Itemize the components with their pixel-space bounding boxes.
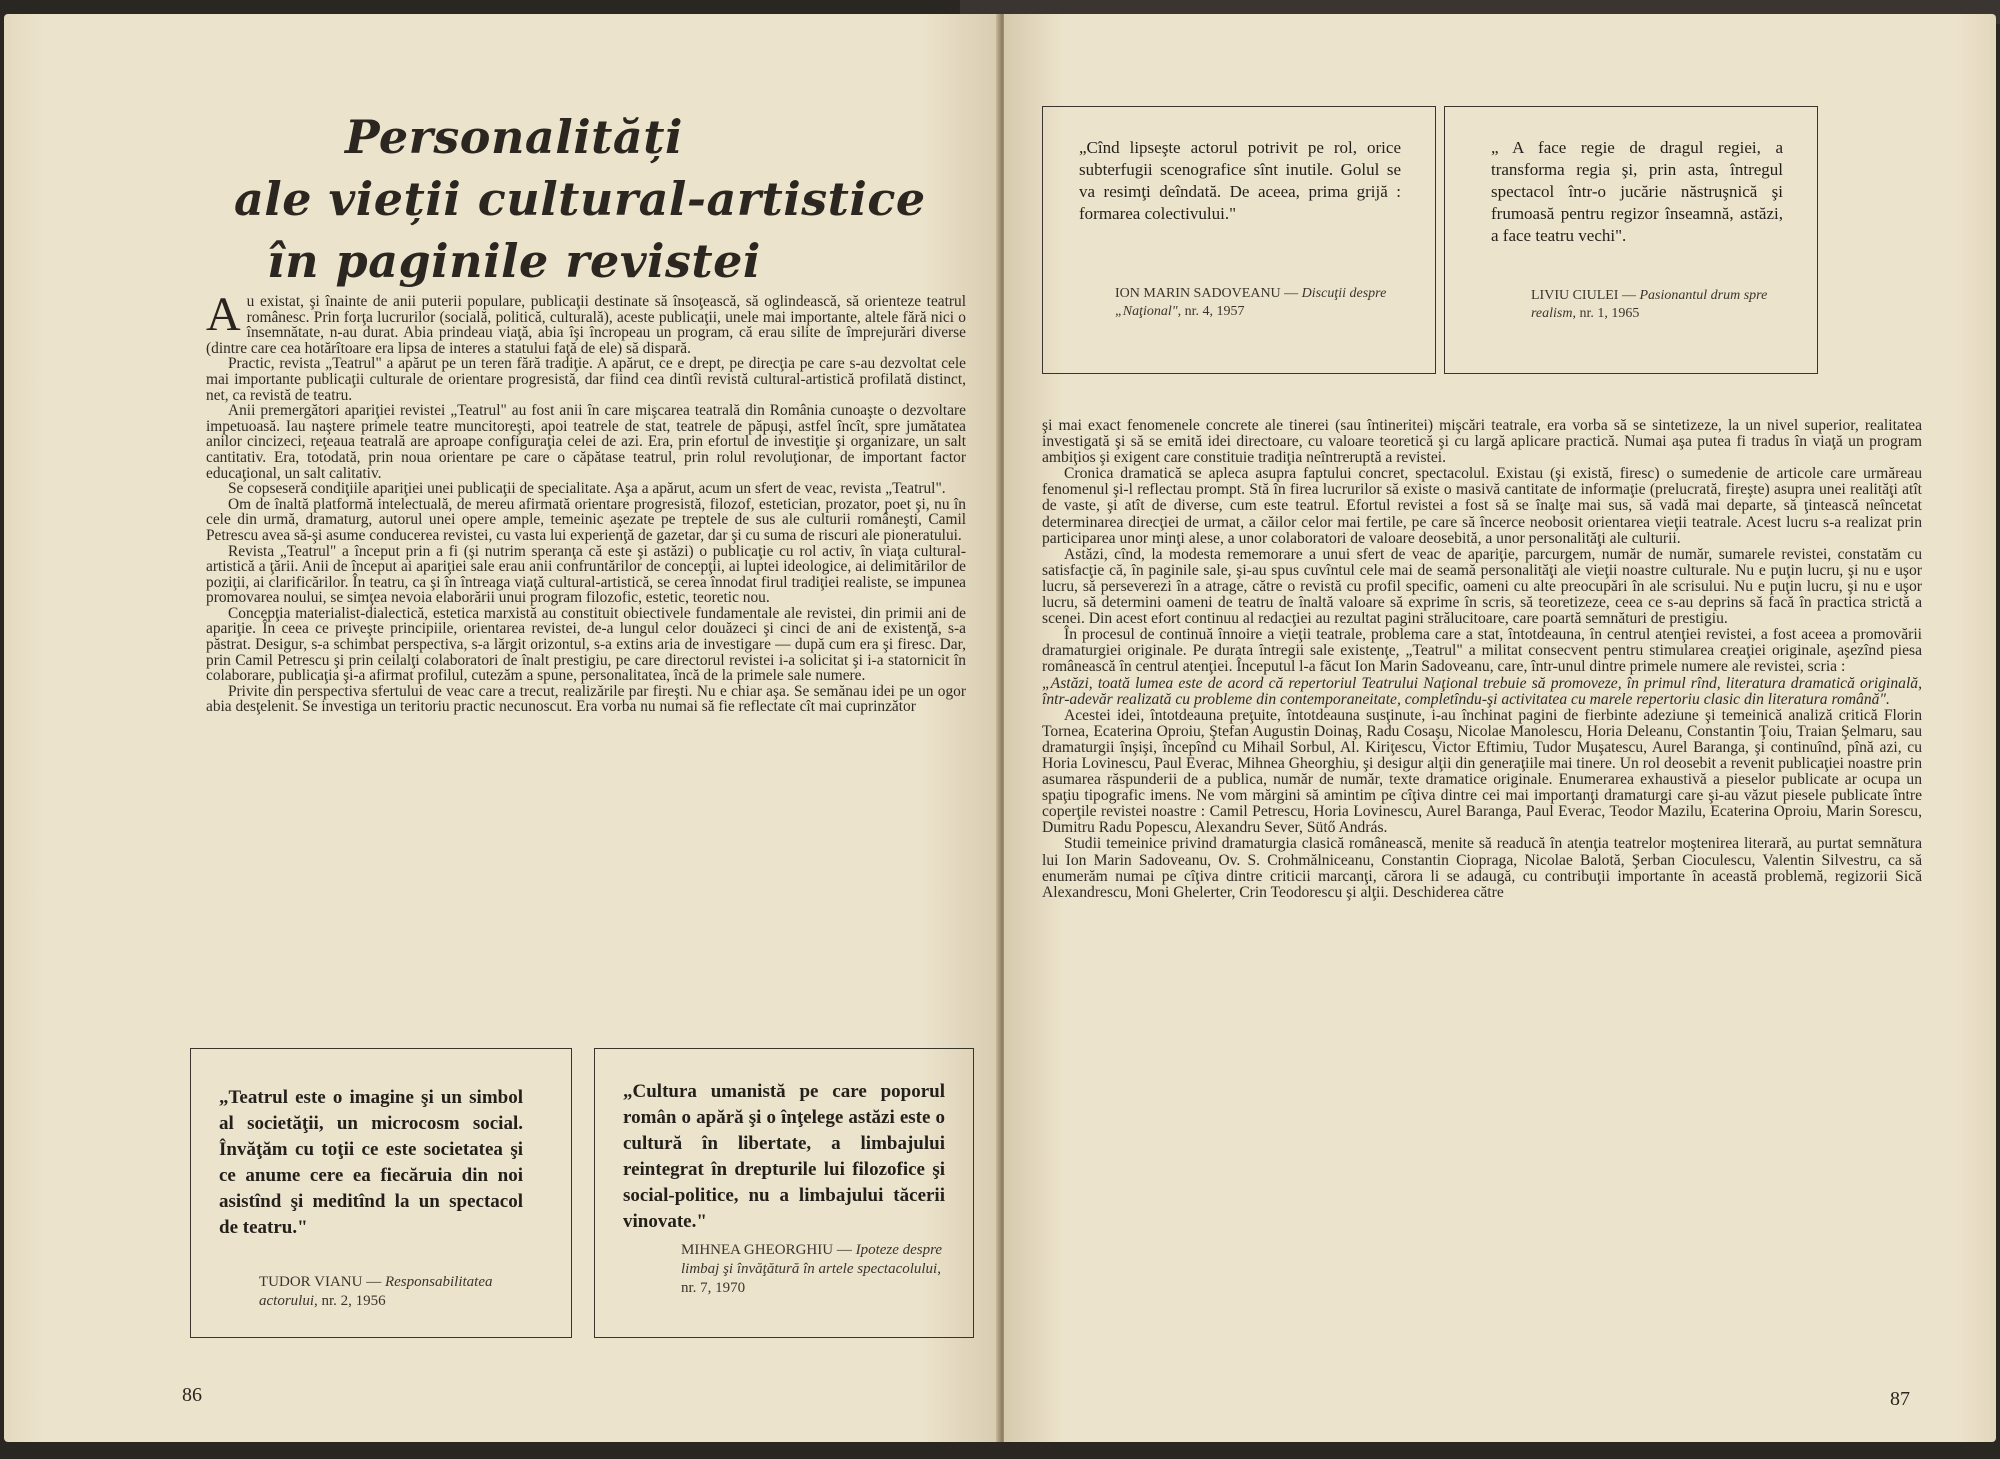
paragraph: Cronica dramatică se apleca asupra faptului concret, spectacolul. Existau (şi există, firesc) o sumedenie de articole care urmăreau fenomenul şi-l reflectau prompt. Stă în firea lucrurilor să existe o masivă cantitate de informaţie (prelucrată, fireşte) asupra unei realităţi atît de vaste, şi atît de diverse, cum este teatrul. Efortul revistei a fost să se înalţe mai sus, să vadă mai departe, să ţintească neîncetat determinarea direcţiei de urmat, a căilor celor mai fertile, pe care să încerce neobosit orientarea vieţii teatrale. Acest lucru s-a realizat prin participarea unor minţi alese, a unor colaboratori de valoare deosebită, a unor personalităţi ale culturii. [1042,465,1922,547]
quote-work: Responsabilitatea actorului [259,1274,493,1309]
paragraph: Revista „Teatrul" a început prin a fi (şi nutrim speranţa că este şi astăzi) o publicaţie cu rol activ, în viaţa cultural-artistică a ţării. Anii de început ai apariţiei sale erau anii confruntărilor de concepţii, ai luptei ideologice, ai delimitărilor de poziţii, ai clarificărilor. În teatru, ca şi în întreaga viaţă cultural-artistică, se cerea înnodat firul tradiţiei realiste, se impunea promovarea noului, se simţea nevoia elaborării unui program filozofic, estetic, teoretic nou. [206,542,966,607]
quote-box-gheorghiu [594,1048,974,1338]
quote-source [1115,285,1405,321]
quote-work: Ipoteze despre limbaj şi învăţătură în artele spectacolului [681,1242,943,1277]
quote-text: „ A face regie de dragul regiei, a transforma regia şi, prin asta, întregul spectacol într-o jucărie năstruşnică şi frumoasă pentru regizor înseamnă, astăzi, a face teatru vechi". [1491,138,1783,245]
paragraph: Om de înaltă platformă intelectuală, de mereu afirmată orientare progresistă, filozof, estetician, prozator, poet şi, nu în cele din urmă, dramaturg, autorul unei opere ample, temeinic aşezate pe treptele de sus ale culturii româneşti, Camil Petrescu avea să-şi asume conducerea revistei, cu vasta lui experienţă de gazetar, dar şi cu suma de riscuri ale pioneratului. [206,495,966,544]
paragraph: şi mai exact fenomenele concrete ale tinerei (sau întineritei) mişcări teatrale, era vorba să se sintetizeze, la un nivel superior, realitatea investigată şi să se emită idei directoare, cu valoare teoretică şi cu largă aplicare practică. Numai aşa putea fi tradus în viaţă un program ambiţios şi exigent care constituie tradiţia neîntreruptă a revistei. [1042,417,1922,467]
quote-author: MIHNEA GHEORGHIU — [681,1242,856,1258]
title-line-1: Personalități [345,110,683,164]
quoted-paragraph: „Astăzi, toată lumea este de acord că repertoriul Teatrului Naţional trebuie să promoveze, în primul rînd, literatura dramatică originală, într-adevăr realizată cu probleme din contemporaneitate, completîndu-şi activitatea cu marele repertoriu clasic din literatura română". [1042,674,1922,708]
quote-box-vianu [190,1048,572,1338]
page-number: 86 [182,1384,202,1406]
quote-work: Pasionantul drum spre realism [1531,288,1768,321]
drop-cap: A [206,288,241,341]
title-line-2: ale vieții cultural-artistice [234,172,926,226]
quote-issue: , nr. 2, 1956 [314,1293,386,1309]
paragraph: În procesul de continuă înnoire a vieţii teatrale, problema care a stat, întotdeauna, în centrul atenţiei revistei, a fost aceea a promovării dramaturgiei originale. Pe durata întregii sale existenţe, „Teatrul" a militat consecvent pentru stimularea creaţiei originale, aşezînd piesa românească în centrul atenţiei. Începutul l-a făcut Ion Marin Sadoveanu, care, într-unul dintre primele numere ale revistei, scria : [1042,626,1922,676]
quote-author: LIVIU CIULEI — [1531,288,1640,303]
paragraph: Studii temeinice privind dramaturgia clasică românească, menite să readucă în atenţia teatrelor moştenirea literară, au purtat semnătura lui Ion Marin Sadoveanu, Ov. S. Crohmălniceanu, Constantin Ciopraga, Nicolae Balotă, Şerban Cioculescu, Valentin Silvestru, ca să enumerăm numai pe cîţiva dintre criticii marcanţi, cărora li se adaugă, cu contribuţii importante în această problemă, regizorii Sică Alexandrescu, Moni Ghelerter, Crin Teodorescu şi alţii. Deschiderea către [1042,835,1922,901]
quote-source [1531,287,1791,323]
quote-text: „Cînd lipseşte actorul potrivit pe rol, orice subterfugii scenografice sînt inutile. Golul se va resimţi deîndată. De aceea, prima grijă : formarea colectivului." [1079,138,1401,223]
paragraph: Se copseseră condiţiile apariţiei unei publicaţii de specialitate. Aşa a apărut, acum un sfert de veac, revista „Teatrul". [228,480,946,498]
quote-issue: , nr. 4, 1957 [1177,304,1245,319]
left-body-text [206,288,966,716]
quote-text: „Teatrul este o imagine şi un simbol al societăţii, un microcosm social. Învăţăm cu toţii ce este societatea şi ce anume cere ea fiecăruia din noi asistînd şi meditînd la un spectacol de teatru." [219,1087,523,1238]
paragraph: Privite din perspectiva sfertului de veac care a trecut, realizările par fireşti. Nu e chiar aşa. Se semănau idei pe un ogor abia desţelenit. Se investiga un teritoriu practic necunoscut. Era vorba nu numai să fie reflectate cît mai cuprinzător [206,682,966,716]
paragraph: Concepţia materialist-dialectică, estetica marxistă au constituit obiectivele fundamentale ale revistei, din primii ani de apariţie. În ceea ce priveşte principiile, orientarea revistei, de-a lungul celor douăzeci şi cinci de ani de existenţă, s-a păstrat. Desigur, s-a schimbat perspectiva, s-a lărgit orizontul, s-a extins aria de investigare — după cum era şi firesc. Dar, prin Camil Petrescu şi prin ceilalţi colaboratori de înalt prestigiu, pe care directorul revistei i-a solicitat şi i-a statornicit în colaborare, publicaţia şi-a afirmat profilul, cutezăm a spune, personalitatea, încă de la primele sale numere. [206,604,966,685]
paragraph: Astăzi, cînd, la modesta rememorare a unui sfert de veac de apariţie, parcurgem, număr de număr, sumarele revistei, constatăm cu satisfacţie că, în paginile sale, şi-au spus cuvîntul cele mai de seamă personalităţi ale vieţii noastre culturale. Nu e puţin lucru, şi nu e uşor lucru, să perseverezi în a atrage, către o revistă cu profil specific, oameni cu alte preocupări în ale scrisului. Nu e puţin lucru, şi nu e uşor lucru, să determini oameni de teatru de înaltă valoare să exprime în scris, să teoretizeze, ceea ce s-au deprins să facă în practica strictă a scenei. Din acest efort continuu al redacţiei au rezultat pagini strălucitoare, care poartă semnături de prestigiu. [1042,545,1922,628]
paragraph: Au existat, şi înainte de anii puterii populare, publicaţii destinate să însoţească, să oglindească, să orienteze teatrul românesc. Prin forţa lucrurilor (socială, politică, culturală), aceste publicaţii, unele mai importante, altele fără nici o însemnătate, n-au durat. Abia prindeau viaţă, abia îşi încropeau un program, că erau silite de împrejurări diverse (dintre care cea hotărîtoare era lipsa de interes a statului faţă de ele) să dispară. [206,288,966,357]
page-number: 87 [1890,1388,1910,1410]
right-body-text [1042,418,1922,901]
quote-issue: , nr. 7, 1970 [681,1261,941,1296]
article-title [234,106,926,292]
quote-source [259,1273,523,1311]
quote-box-ciulei [1444,106,1818,374]
quote-issue: , nr. 1, 1965 [1572,306,1640,321]
quote-work: Discuţii despre „Naţional" [1115,286,1387,319]
quote-source [681,1241,945,1298]
quote-author: TUDOR VIANU — [259,1274,385,1290]
paragraph: Acestei idei, întotdeauna preţuite, întotdeauna susţinute, i-au închinat pagini de fierbinte adeziune şi temeinică analiză critică Florin Tornea, Ecaterina Oproiu, Ştefan Augustin Doinaş, Radu Cosaşu, Nicolae Manolescu, Horia Deleanu, Constantin Ţoiu, Traian Şelmaru, sau dramaturgii înşişi, începînd cu Mihail Sorbul, Al. Kiriţescu, Victor Eftimiu, Tudor Muşatescu, Aurel Baranga, şi continuînd, pînă azi, cu Horia Lovinescu, Paul Everac, Mihnea Gheorghiu, şi desigur alţii din generaţiile mai tinere. Un rol deosebit a revenit publicaţiei noastre prin asumarea răspunderii de a publica, număr de număr, texte dramatice originale. Enumerarea exhaustivă a pieselor publicate ar ocupa un spaţiu tipografic imens. Ne vom mărgini să amintim pe cîţiva dintre cei mai importanţi dramaturgi care şi-au văzut piesele publicate între coperţile revistei noastre : Camil Petrescu, Horia Lovinescu, Aurel Baranga, Paul Everac, Teodor Mazilu, Ecaterina Oproiu, Marin Sorescu, Dumitru Radu Popescu, Alexandru Sever, Sütő András. [1042,706,1922,837]
paragraph: Practic, revista „Teatrul" a apărut pe un teren fără tradiţie. A apărut, ce e drept, pe direcţia pe care s-au dezvoltat cele mai importante publicaţii culturale de orientare progresistă, dar fiind cea dintîi revistă cultural-artistică profilată distinct, net, ca revistă de teatru. [206,355,966,404]
quote-text: „Cultura umanistă pe care poporul român o apără şi o înţelege astăzi este o cultură în libertate, a limbajului reintegrat în drepturile lui filozofice şi social-politice, nu a limbajului tăcerii vinovate." [623,1081,945,1232]
right-page [1004,14,1996,1442]
title-line-3: în paginile revistei [267,234,761,288]
quote-author: ION MARIN SADOVEANU — [1115,286,1302,301]
left-page [4,14,1000,1442]
paragraph: Anii premergători apariţiei revistei „Teatrul" au fost anii în care mişcarea teatrală din România cunoaşte o dezvoltare impetuoasă. Iau naştere primele teatre muncitoreşti, apoi teatrele de stat, teatrele de păpuşi, astfel încît, spre jumătatea anilor cincizeci, reţeaua teatrală are aproape configuraţia celei de azi. Era, prin efortul de investiţie şi organizare, un salt cantitativ. Era, totodată, prin noua orientare pe care o căpătase teatrul, prin rolul revoluţionar, de important factor educaţional, un salt calitativ. [206,402,966,482]
quote-box-sadoveanu [1042,106,1436,374]
